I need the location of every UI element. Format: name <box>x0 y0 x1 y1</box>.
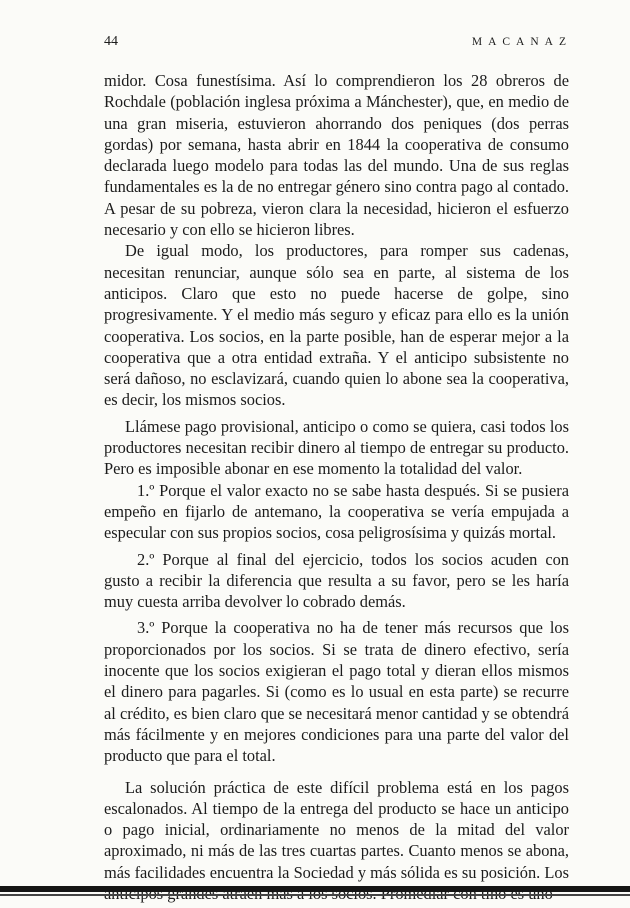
paragraph-7: La solución práctica de este difícil problema está en los pagos escalonados. Al tiempo de la entrega del producto se hace un anticipo o pago inicial, ordinariamente no menos de la mitad del valor aproximado, ni más de las tres cuartas partes. Cuanto menos se abona, más facilidades encuentra la Sociedad y más sólida es su posición. Los <box>104 777 569 882</box>
page-header <box>104 34 572 54</box>
paragraph-1: midor. Cosa funestísima. Así lo comprendieron los 28 obreros de Rochdale (población inglesa próxima a Mánchester), que, en medio de una gran miseria, estuvieron ahorrando dos peniques (dos perras gordas) por semana, hasta abrir en 1844 la cooperativa de consumo declarada luego modelo para todas las del mundo. Una de sus reglas fundamentales es la de no entregar género sino contra pago al contado. A pesar de su pobreza, vieron clara la necesidad, hicieron el esfuerzo necesario y con ello se hicieron libres. <box>104 71 569 240</box>
body-text <box>104 70 569 904</box>
paragraph-3: Llámese pago provisional, anticipo o como se quiera, casi todos los productores necesitan recibir dinero al tiempo de entregar su producto. Pero es imposible abonar en ese momento la totalidad del valor. <box>104 416 569 479</box>
numbered-point-2: 2.º Porque al final del ejercicio, todos los socios acuden con gusto a recibir la diferencia que resulta a su favor, pero se les haría muy cuesta arriba devolver lo cobrado demás. <box>104 549 569 612</box>
bottom-scan-border-thin <box>0 894 630 896</box>
running-head: MACANAZ <box>471 36 572 48</box>
bottom-scan-border <box>0 886 630 892</box>
numbered-point-3: 3.º Porque la cooperativa no ha de tener más recursos que los proporcionados por los socios. Si se trata de dinero efectivo, sería inocente que los socios exigieran el pago total y dieran ellos mismos el dinero para pagarles. Si (como es lo usual en esta parte) se recurre al crédito, es bien claro que se necesitará menor cantidad y se obtendrá más fácilmente y en mejores condiciones para una parte del valor del producto que para el total. <box>104 618 569 766</box>
page-number: 44 <box>104 34 118 49</box>
paragraph-2: De igual modo, los productores, para romper sus cadenas, necesitan renunciar, aunque sólo sea en parte, al sistema de los anticipos. Claro que esto no puede hacerse de golpe, sino progresivamente. Y el medio más seguro y eficaz para ello es la unión cooperativa. Los socios, en la parte posible, han de esperar mejor a la cooperativa que a otra entidad extraña. Y el anticipo subsistente no será dañoso, no esclavizará, cuando quien lo abone sea la cooperativa, es decir, los mismos socios. <box>104 241 569 410</box>
numbered-point-1: 1.º Porque el valor exacto no se sabe hasta después. Si se pusiera empeño en fijarlo de antemano, la cooperativa se vería empujada a especular con sus propios socios, cosa peligrosísima y quizás mortal. <box>104 480 569 543</box>
